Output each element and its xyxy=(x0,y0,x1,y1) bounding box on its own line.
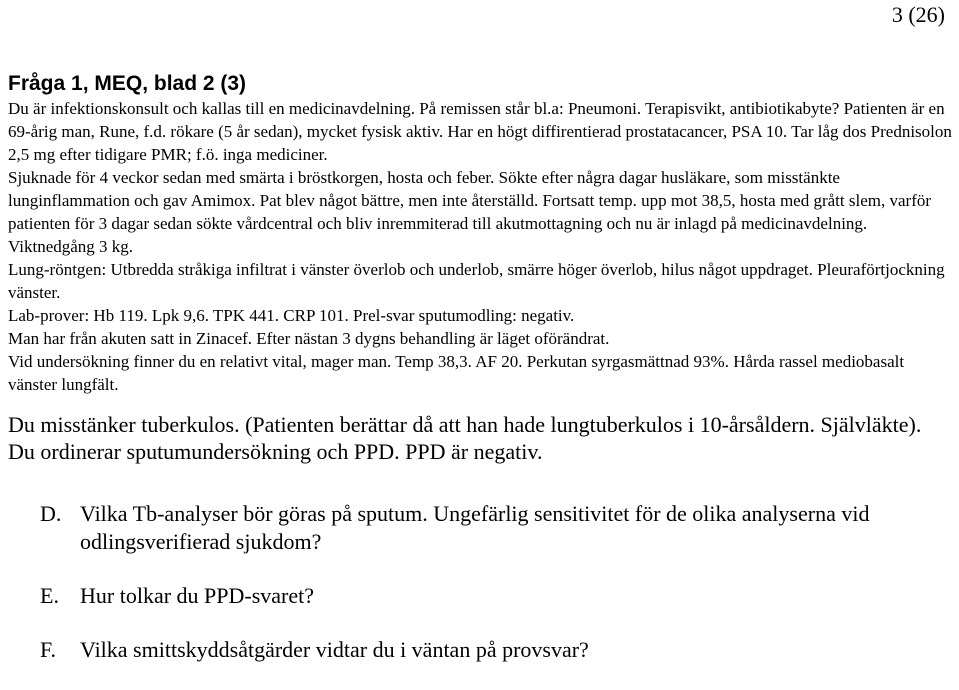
case-description xyxy=(8,97,953,396)
question-item-d xyxy=(40,500,955,556)
case-line-lab: Lab-prover: Hb 119. Lpk 9,6. TPK 441. CRP 101. Prel-svar sputumodling: negativ. xyxy=(8,306,575,325)
page-number: 3 (26) xyxy=(891,2,945,27)
case-line-treatment: Man har från akuten satt in Zinacef. Efter nästan 3 dygns behandling är läget oförändrat. xyxy=(8,329,610,348)
case-line-intro: Du är infektionskonsult och kallas till en medicinavdelning. På remissen står bl.a: Pneumoni. Terapisvikt, antibiotikabyte? Patienten är en 69-årig man, Rune, f.d. rökare (5 år sedan), mycket fysisk aktiv. Har en högt diffirentierad prostatacancer, PSA 10. Tar låg dos Prednisolon 2,5 mg efter tidigare PMR; f.ö. inga mediciner. xyxy=(8,99,952,164)
question-letter: E. xyxy=(40,583,59,608)
clinical-statement xyxy=(8,411,953,465)
case-line-xray: Lung-röntgen: Utbredda stråkiga infiltrat i vänster överlob och underlob, smärre höger överlob, hilus något uppdraget. Pleuraförtjockning vänster. xyxy=(8,260,945,302)
question-letter: D. xyxy=(40,501,62,526)
question-heading: Fråga 1, MEQ, blad 2 (3) xyxy=(8,72,247,95)
question-letter: F. xyxy=(40,637,56,662)
case-line-exam: Vid undersökning finner du en relativt vital, mager man. Temp 38,3. AF 20. Perkutan syrgasmättnad 93%. Hårda rassel mediobasalt vänster lungfält. xyxy=(8,352,905,394)
question-text: Vilka Tb-analyser bör göras på sputum. Ungefärlig sensitivitet för de olika analyserna vid odlingsverifierad sjukdom? xyxy=(80,501,870,554)
case-line-history: Sjuknade för 4 veckor sedan med smärta i bröstkorgen, hosta och feber. Sökte efter några dagar husläkare, som misstänkte lunginflammation och gav Amimox. Pat blev något bättre, men inte återställd. Fortsatt temp. upp mot 38,5, hosta med grått slem, varför patienten för 3 dagar sedan sökte vårdcentral och bliv inremmiterad till akutmottagning och nu är inlagd på medicinavdelning. Viktnedgång 3 kg. xyxy=(8,168,932,256)
statement-text: Du misstänker tuberkulos. (Patienten berättar då att han hade lungtuberkulos i 10-årsåldern. Självläkte). Du ordinerar sputumundersökning och PPD. PPD är negativ. xyxy=(8,412,922,464)
question-item-f xyxy=(40,636,955,664)
case-section xyxy=(8,70,953,396)
question-text: Hur tolkar du PPD-svaret? xyxy=(80,583,315,608)
question-list xyxy=(40,500,955,690)
question-text: Vilka smittskyddsåtgärder vidtar du i väntan på provsvar? xyxy=(80,637,589,662)
question-item-e xyxy=(40,582,955,610)
